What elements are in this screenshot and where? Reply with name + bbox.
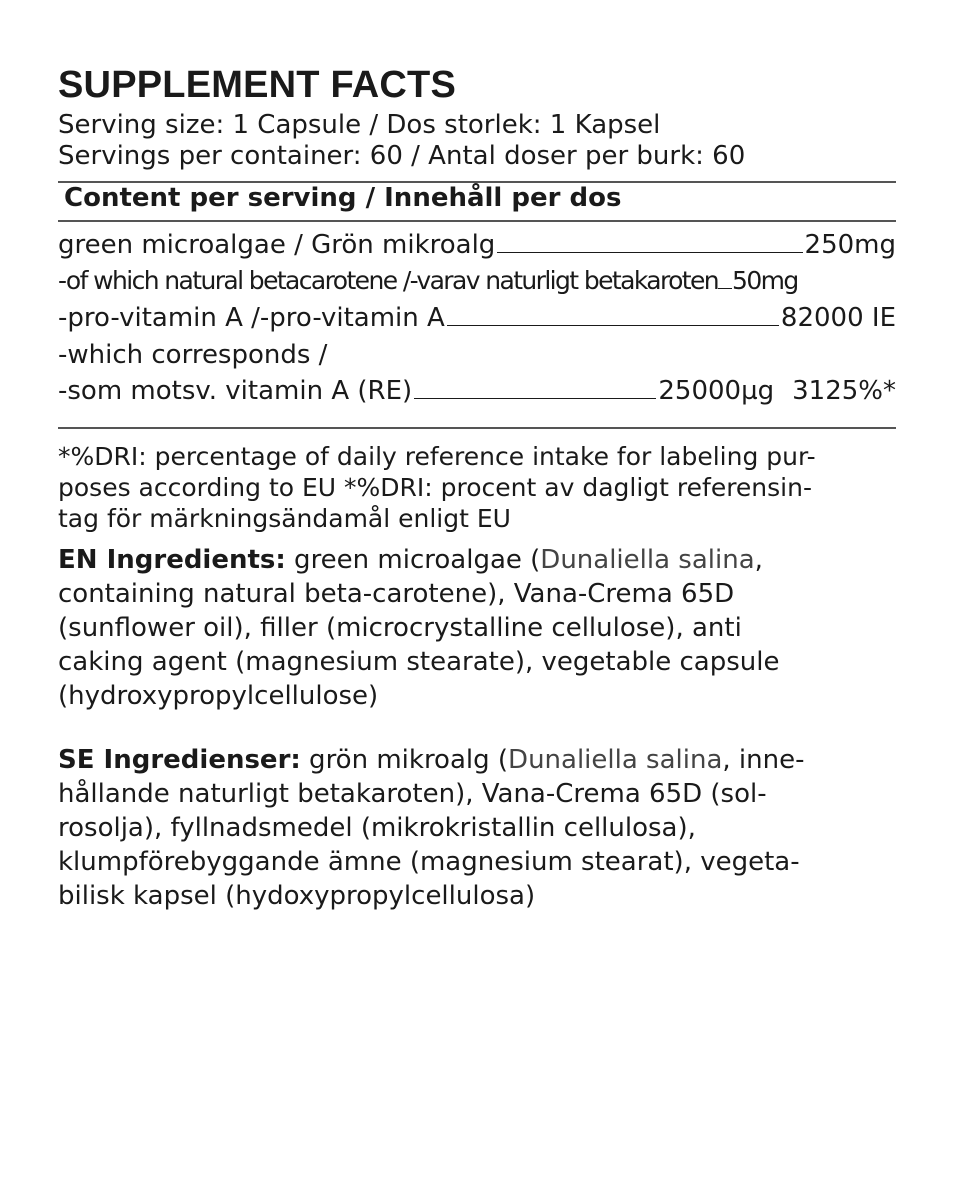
nutrient-value: 25000µg: [658, 376, 775, 406]
ingredients-text: green microalgae (: [285, 545, 541, 575]
nutrient-label: -which corresponds /: [58, 340, 328, 370]
nutrient-value: 250mg: [804, 230, 896, 260]
ingredients-line: rosolja), fyllnadsmedel (mikrokristallin cellulosa),: [58, 813, 696, 843]
ingredients-line: klumpförebyggande ämne (magnesium stearat), vegeta-: [58, 847, 800, 877]
dri-footnote: [58, 441, 816, 534]
footnote-line: tag för märkningsändamål enligt EU: [58, 504, 511, 533]
nutrient-value: 82000 IE: [780, 303, 896, 333]
nutrient-row: [58, 340, 896, 370]
nutrient-row: [58, 266, 896, 295]
en-ingredients: [58, 543, 898, 713]
nutrient-value: 50mg: [732, 266, 798, 295]
nutrient-row: [58, 376, 896, 406]
leader-line: [497, 252, 802, 253]
scientific-name: Dunaliella salina: [508, 745, 723, 775]
ingredients-text: grön mikroalg (: [300, 745, 509, 775]
ingredients-line: (hydroxypropylcellulose): [58, 681, 379, 711]
nutrient-row: [58, 230, 896, 260]
se-ingredients-label: SE Ingredienser:: [58, 745, 301, 775]
divider: [58, 220, 896, 222]
ingredients-line: bilisk kapsel (hydoxypropylcellulosa): [58, 881, 536, 911]
nutrient-row: [58, 303, 896, 333]
leader-line: [447, 325, 779, 326]
ingredients-text: , inne-: [722, 745, 805, 775]
nutrient-label: -pro-vitamin A /-pro-vitamin A: [58, 303, 445, 333]
ingredients-line: (sunflower oil), filler (microcrystalline cellulose), anti: [58, 613, 742, 643]
label-title: SUPPLEMENT FACTS: [58, 64, 457, 106]
leader-line: [718, 288, 732, 289]
nutrient-label: green microalgae / Grön mikroalg: [58, 230, 496, 260]
nutrient-label: -of which natural betacarotene /-varav naturligt betakaroten: [58, 266, 719, 295]
scientific-name: Dunaliella salina: [540, 545, 755, 575]
ingredients-line: caking agent (magnesium stearate), vegetable capsule: [58, 647, 780, 677]
serving-size: Serving size: 1 Capsule / Dos storlek: 1 Kapsel: [58, 110, 661, 140]
nutrient-label: -som motsv. vitamin A (RE): [58, 376, 413, 406]
ingredients-line: hållande naturligt betakaroten), Vana-Crema 65D (sol-: [58, 779, 767, 809]
servings-per-container: Servings per container: 60 / Antal doser per burk: 60: [58, 141, 746, 171]
content-header: Content per serving / Innehåll per dos: [64, 183, 622, 213]
ingredients-line: containing natural beta-carotene), Vana-Crema 65D: [58, 579, 735, 609]
ingredients-text: ,: [754, 545, 763, 575]
divider: [58, 427, 896, 429]
en-ingredients-label: EN Ingredients:: [58, 545, 286, 575]
footnote-line: poses according to EU *%DRI: procent av dagligt referensin-: [58, 473, 812, 502]
leader-line: [414, 398, 656, 399]
dri-percent: 3125%*: [792, 376, 896, 406]
footnote-line: *%DRI: percentage of daily reference intake for labeling pur-: [58, 442, 816, 471]
se-ingredients: [58, 743, 898, 913]
